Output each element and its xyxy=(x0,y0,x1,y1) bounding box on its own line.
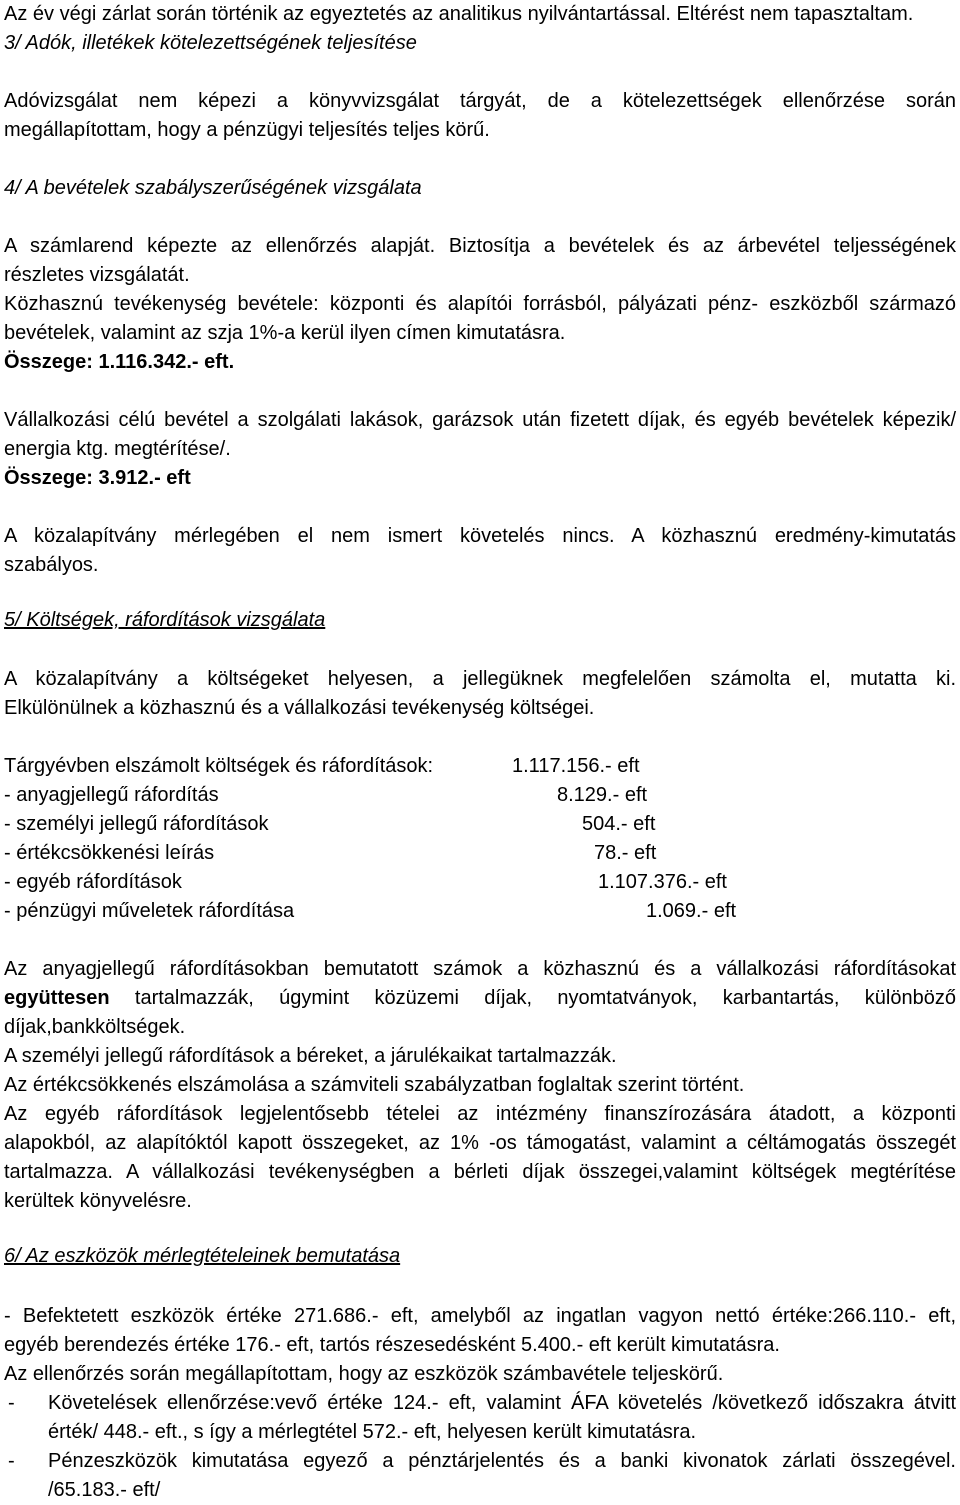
cost-label: - anyagjellegű ráfordítás xyxy=(4,784,219,806)
section-5-paragraph: alapokból, az alapítóktól kapott összegeket, az 1% -os támogatást, valamint a céltámogatás összegét xyxy=(4,1132,956,1154)
section-3-paragraph: Adóvizsgálat nem képezi a könyvvizsgálat tárgyát, de a kötelezettségek ellenőrzése során xyxy=(4,90,956,112)
section-4-heading: 4/ A bevételek szabályszerűségének vizsgálata xyxy=(4,177,422,199)
section-4-paragraph: részletes vizsgálatát. xyxy=(4,264,190,286)
cost-amount: 1.069.- eft xyxy=(646,900,737,922)
cost-label: Tárgyévben elszámolt költségek és ráfordítások: xyxy=(4,755,434,777)
section-5-paragraph: Az anyagjellegű ráfordításokban bemutatott számok a közhasznú és a vállalkozási ráfordításokat xyxy=(4,958,956,980)
section-3-paragraph: megállapítottam, hogy a pénzügyi teljesítés teljes körű. xyxy=(4,119,490,141)
section-5-paragraph: Elkülönülnek a közhasznú és a vállalkozási tevékenység költségei. xyxy=(4,697,595,719)
bullet-dash: - xyxy=(8,1392,15,1414)
section-6-paragraph: - Befektetett eszközök értéke 271.686.- eft, amelyből az ingatlan vagyon nettó értéke:266.110.- eft, xyxy=(4,1305,956,1327)
section-6-paragraph: egyéb berendezés értéke 176.- eft, tartós részesedésként 5.400.- eft került kimutatásra. xyxy=(4,1334,780,1356)
cost-label: - egyéb ráfordítások xyxy=(4,871,182,893)
section-4-paragraph: A közalapítvány mérlegében el nem ismert követelés nincs. A közhasznú eredmény-kimutatás xyxy=(4,525,956,547)
section-6-heading: 6/ Az eszközök mérlegtételeinek bemutatása xyxy=(4,1245,401,1267)
section-4-paragraph: szabályos. xyxy=(4,554,99,576)
section-4-paragraph: energia ktg. megtérítése/. xyxy=(4,438,231,460)
bullet-dash: - xyxy=(8,1450,15,1472)
bullet-text: érték/ 448.- eft., s így a mérlegtétel 572.- eft, helyesen került kimutatásra. xyxy=(48,1421,697,1443)
section-5-paragraph: tartalmazza. A vállalkozási tevékenységben a bérleti díjak összegei,valamint költségek megtérítése xyxy=(4,1161,956,1183)
cost-label: - személyi jellegű ráfordítások xyxy=(4,813,269,835)
section-5-heading: 5/ Költségek, ráfordítások vizsgálata xyxy=(4,609,326,631)
section-5-paragraph: A személyi jellegű ráfordítások a béreket, a járulékaikat tartalmazzák. xyxy=(4,1045,617,1067)
section-5-paragraph xyxy=(4,984,956,1013)
cost-amount: 1.117.156.- eft xyxy=(512,755,640,777)
section-5-paragraph: kerültek könyvelésre. xyxy=(4,1190,192,1212)
cost-amount: 78.- eft xyxy=(594,842,657,864)
cost-amount: 504.- eft xyxy=(582,813,656,835)
section-5-paragraph: Az egyéb ráfordítások legjelentősebb tételei az intézmény finanszírozására átadott, a központi xyxy=(4,1103,956,1125)
section-5-paragraph: A közalapítvány a költségeket helyesen, a jellegüknek megfelelően számolta el, mutatta ki. xyxy=(4,668,956,690)
cost-amount: 8.129.- eft xyxy=(557,784,648,806)
section-4-paragraph: Vállalkozási célú bevétel a szolgálati lakások, garázsok után fizetett díjak, és egyéb bevételek képezik/ xyxy=(4,409,956,431)
section-4-paragraph: A számlarend képezte az ellenőrzés alapját. Biztosítja a bevételek és az árbevétel teljességének xyxy=(4,235,956,257)
paragraph-text: tartalmazzák, úgymint közüzemi díjak, nyomtatványok, karbantartás, különböző xyxy=(134,987,956,1009)
intro-line: Az év végi zárlat során történik az egyeztetés az analitikus nyilvántartással. Eltérést nem tapasztaltam. xyxy=(4,3,914,25)
section-5-paragraph: díjak,bankköltségek. xyxy=(4,1016,186,1038)
cost-amount: 1.107.376.- eft xyxy=(598,871,727,893)
bullet-text: /65.183.- eft/ xyxy=(48,1479,161,1501)
bullet-text: Pénzeszközök kimutatása egyező a pénztárjelentés és a banki kivonatok zárlati összegével. xyxy=(48,1450,956,1472)
section-4-paragraph: Közhasznú tevékenység bevétele: központi és alapítói forrásból, pályázati pénz- eszközből származó xyxy=(4,293,956,315)
revenue-total-2: Összege: 3.912.- eft xyxy=(4,467,191,489)
emphasis-text: együttesen xyxy=(4,987,110,1009)
cost-label: - pénzügyi műveletek ráfordítása xyxy=(4,900,295,922)
section-4-paragraph: bevételek, valamint az szja 1%-a kerül ilyen címen kimutatásra. xyxy=(4,322,566,344)
section-3-heading: 3/ Adók, illetékek kötelezettségének teljesítése xyxy=(4,32,417,54)
cost-label: - értékcsökkenési leírás xyxy=(4,842,215,864)
section-5-paragraph: Az értékcsökkenés elszámolása a számviteli szabályzatban foglaltak szerint történt. xyxy=(4,1074,745,1096)
section-6-paragraph: Az ellenőrzés során megállapítottam, hogy az eszközök számbavétele teljeskörű. xyxy=(4,1363,724,1385)
revenue-total-1: Összege: 1.116.342.- eft. xyxy=(4,351,235,373)
bullet-text: Követelések ellenőrzése:vevő értéke 124.- eft, valamint ÁFA követelés /következő időszakra átvitt xyxy=(48,1392,956,1414)
